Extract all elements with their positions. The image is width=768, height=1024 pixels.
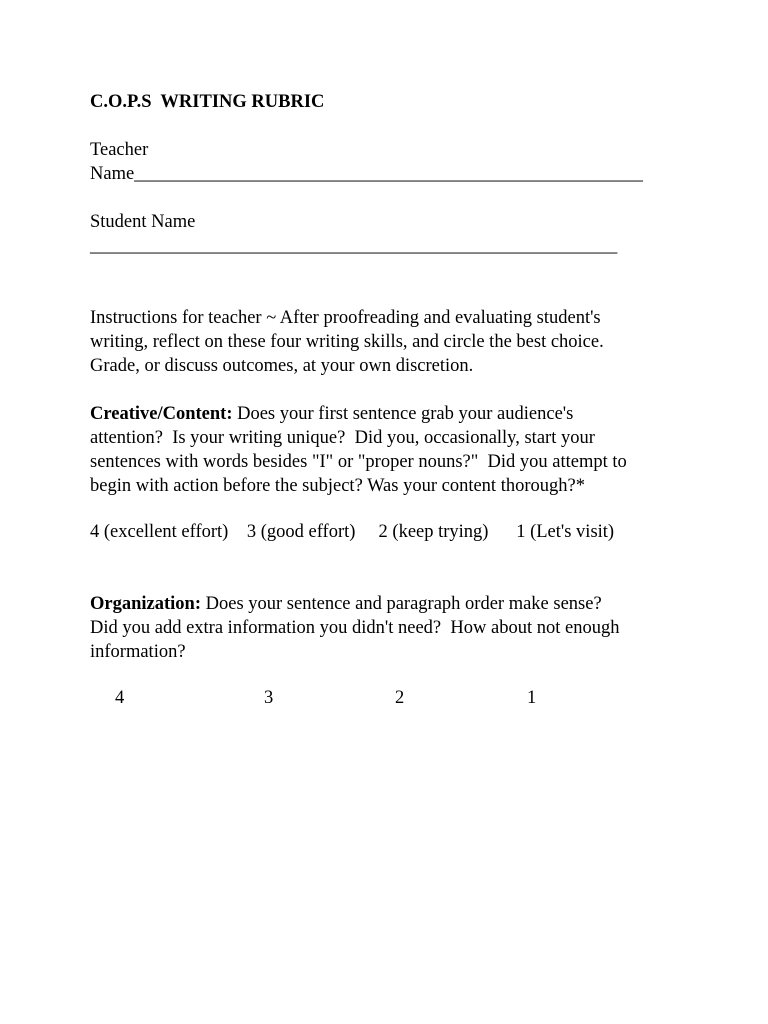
creative-rating-scale: 4 (excellent effort) 3 (good effort) 2 (keep trying) 1 (Let's visit) [90,522,615,542]
creative-line: sentences with words besides "I" or "proper nouns?" Did you attempt to [90,452,627,472]
organization-heading: Organization: [90,594,201,614]
document-title: C.O.P.S WRITING RUBRIC [90,92,325,112]
organization-score-1: 1 [527,688,537,708]
organization-first-line-text: Does your sentence and paragraph order make sense? [201,594,602,614]
teacher-name-line: Name_______________________________________________________ [90,164,643,184]
creative-first-line [90,402,690,426]
instructions-line: writing, reflect on these four writing skills, and circle the best choice. [90,332,604,352]
student-name-line: _________________________________________________________ [90,236,618,256]
organization-score-2: 2 [395,688,405,708]
organization-score-4: 4 [115,688,125,708]
creative-heading: Creative/Content: [90,404,233,424]
organization-score-3: 3 [264,688,274,708]
creative-line: attention? Is your writing unique? Did you, occasionally, start your [90,428,595,448]
organization-line: information? [90,642,186,662]
creative-line: begin with action before the subject? Was your content thorough?* [90,476,585,496]
instructions-line: Grade, or discuss outcomes, at your own discretion. [90,356,474,376]
organization-section [90,592,690,664]
creative-first-line-text: Does your first sentence grab your audience's [232,404,574,424]
teacher-label: Teacher [90,140,149,160]
creative-content-section [90,402,690,498]
instructions-paragraph [90,306,690,378]
student-label: Student Name [90,212,196,232]
instructions-line: Instructions for teacher ~ After proofreading and evaluating student's [90,308,601,328]
organization-first-line [90,592,690,616]
organization-line: Did you add extra information you didn't need? How about not enough [90,618,620,638]
